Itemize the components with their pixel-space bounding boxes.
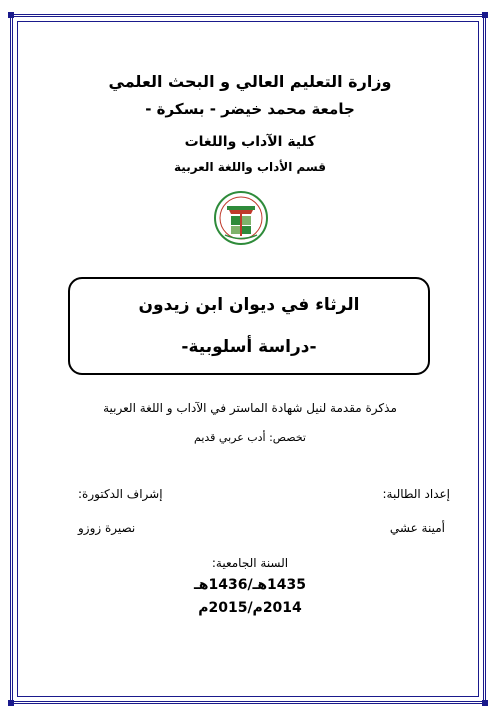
corner-ornament [8,700,14,706]
academic-year-label: السنة الجامعية: [211,556,289,570]
title-box [68,277,430,375]
prepared-by-label: إعداد الطالبة: [382,487,450,501]
corner-ornament [8,12,14,18]
hijri-year: 1435هـ/1436هـ [193,577,307,593]
thesis-title: الرثاء في ديوان ابن زيدون [138,295,360,315]
department-heading: قسم الأداب واللغة العربية [174,160,326,174]
memo-description: مذكرة مقدمة لنيل شهادة الماستر في الآداب و اللغة العربية [103,401,397,415]
thesis-subtitle: -دراسة أسلوبية- [181,337,317,357]
university-logo-icon [213,190,269,246]
student-name: أمينة عشي [389,521,445,535]
faculty-heading: كلية الآداب واللغات [184,134,316,150]
corner-ornament [482,700,488,706]
university-heading: جامعة محمد خيضر - بسكرة - [145,100,355,118]
ministry-heading: وزارة التعليم العالي و البحث العلمي [108,72,392,91]
supervisor-name: نصيرة زوزو [78,521,136,535]
supervised-by-label: إشراف الدكتورة: [78,487,163,501]
specialization-text: تخصص: أدب عربي قديم [194,431,306,444]
gregorian-year: 2014م/2015م [198,600,302,616]
corner-ornament [482,12,488,18]
